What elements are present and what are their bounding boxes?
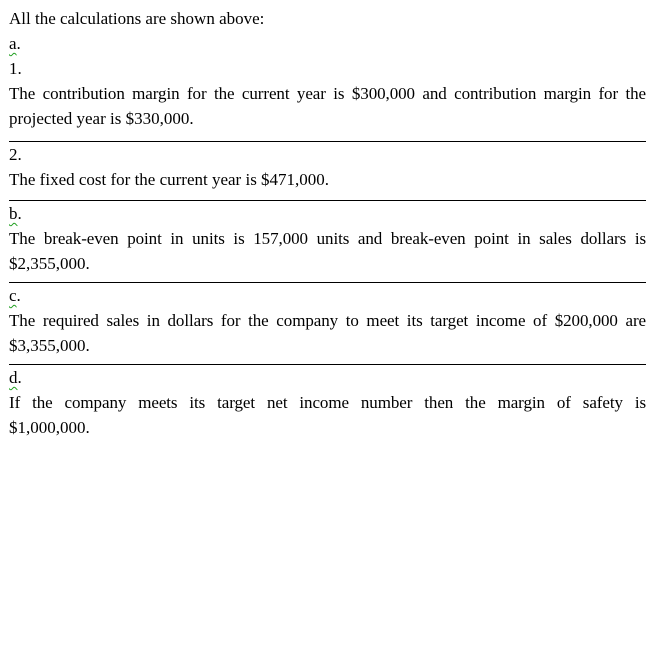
paragraph-line: $1,000,000.: [9, 418, 90, 437]
label-a: [9, 31, 646, 56]
paragraph-line: If the company meets its target net income number then the margin of safety is: [9, 393, 646, 412]
label-d-letter: d: [9, 368, 18, 387]
paragraph-line: The required sales in dollars for the company to meet its target income of $200,000 are: [9, 311, 646, 330]
label-c-period: .: [16, 286, 21, 305]
label-b-letter: b: [9, 204, 18, 223]
label-a-period: .: [16, 34, 21, 53]
paragraph-line: The contribution margin for the current year is $300,000 and contribution margin for the: [9, 84, 646, 103]
item-number-2: 2.: [9, 145, 22, 164]
paragraph-fixed-cost: [9, 167, 646, 192]
label-a-letter: a: [9, 34, 17, 53]
label-b-period: .: [17, 204, 22, 223]
paragraph-line: The fixed cost for the current year is $471,000.: [9, 170, 330, 189]
paragraph-break-even: [9, 226, 646, 276]
label-d: [9, 365, 646, 390]
label-c-letter: c: [9, 286, 17, 305]
paragraph-margin-of-safety: [9, 390, 646, 440]
label-d-period: .: [17, 368, 22, 387]
paragraph-line: $2,355,000.: [9, 254, 90, 273]
label-c: [9, 283, 646, 308]
intro-text: All the calculations are shown above:: [9, 9, 265, 28]
paragraph-required-sales: [9, 308, 646, 358]
paragraph-line: projected year is $330,000.: [9, 109, 194, 128]
paragraph-line: The break-even point in units is 157,000 units and break-even point in sales dollars is: [9, 229, 646, 248]
paragraph-line: $3,355,000.: [9, 336, 90, 355]
item-number-1: 1.: [9, 59, 22, 78]
label-b: [9, 201, 646, 226]
paragraph-contribution-margin: [9, 81, 646, 131]
